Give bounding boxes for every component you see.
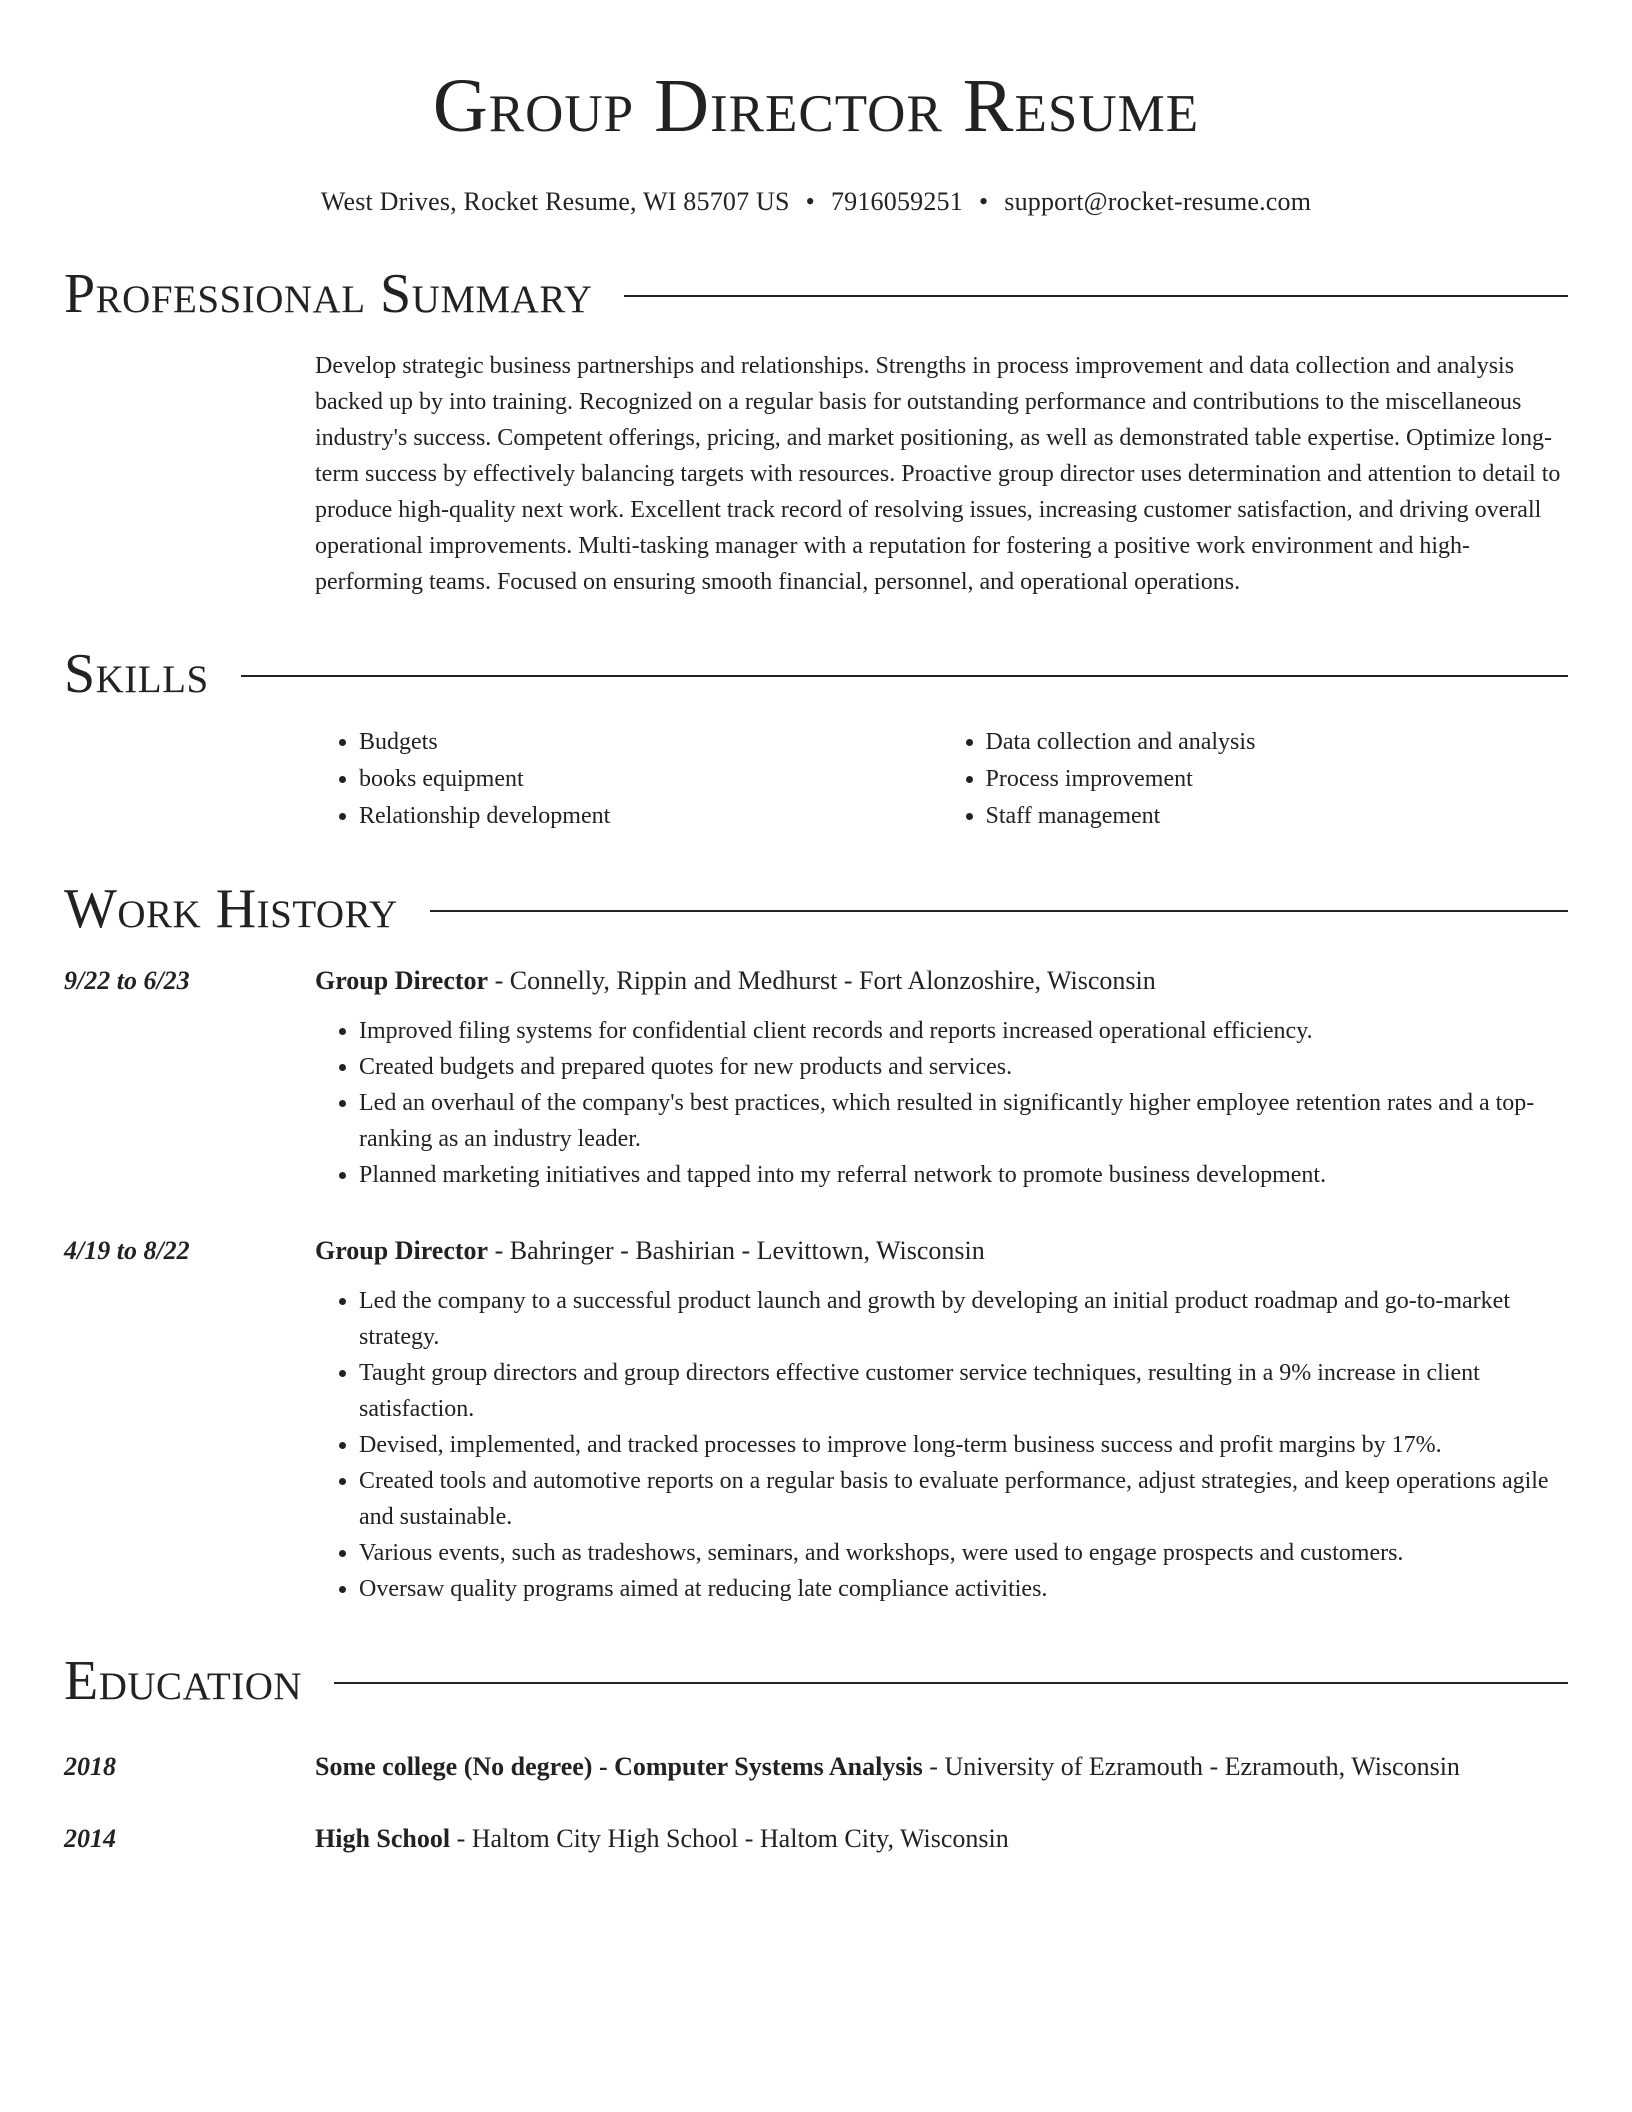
contact-separator: •: [978, 187, 989, 216]
section-divider: [241, 675, 1568, 677]
education-year: 2014: [64, 1824, 116, 1853]
education-degree: High School: [315, 1824, 451, 1853]
skills-column-right: [942, 724, 1569, 835]
summary-text: Develop strategic business partnerships and relationships. Strengths in process improvement and data collection and analysis backed up by into training. Recognized on a regular basis for outstanding performance and contributions to the miscellaneous industry's success. Competent offerings, pricing, and market positioning, as well as demonstrated table expertise. Optimize long-term success by effectively balancing targets with resources. Proactive group director uses determination and attention to detail to produce high-quality next work. Excellent track record of resolving issues, increasing customer satisfaction, and driving overall operational improvements. Multi-tasking manager with a reputation for fostering a positive work environment and high-performing teams. Focused on ensuring smooth financial, personnel, and operational operations.: [315, 353, 1561, 595]
job-entry: [64, 1233, 1568, 1607]
section-divider: [430, 910, 1568, 912]
skills-title: Skills: [64, 643, 209, 705]
education-title: Education: [64, 1650, 303, 1712]
summary-section: [64, 260, 1568, 600]
education-details: - Haltom City High School - Haltom City, Wisconsin: [450, 1824, 1009, 1853]
job-bullets: [315, 1283, 1568, 1607]
job-line: [315, 963, 1156, 999]
work-history-section: [64, 875, 1568, 1607]
section-divider: [334, 1682, 1568, 1684]
education-line: [315, 1749, 1460, 1785]
section-divider: [624, 295, 1568, 297]
education-entry: [64, 1749, 1568, 1785]
skill-item: • books equipment: [359, 761, 942, 798]
job-bullet: • Led the company to a successful product launch and growth by developing an initial product roadmap and go-to-market strategy.: [359, 1283, 1568, 1355]
job-bullet: • Planned marketing initiatives and tapped into my referral network to promote business development.: [359, 1157, 1568, 1193]
contact-phone: 7916059251: [830, 187, 963, 216]
job-details: - Bahringer - Bashirian - Levittown, Wisconsin: [488, 1236, 985, 1265]
education-details: - University of Ezramouth - Ezramouth, Wisconsin: [922, 1752, 1460, 1781]
resume-title: Group Director Resume: [432, 64, 1200, 148]
job-role: Group Director: [315, 966, 489, 995]
skill-item: • Relationship development: [359, 798, 942, 835]
job-bullet: • Created budgets and prepared quotes for new products and services.: [359, 1049, 1568, 1085]
section-heading: [64, 260, 1568, 328]
skill-item: • Data collection and analysis: [986, 724, 1569, 761]
skills-column-left: [315, 724, 942, 835]
contact-email: support@rocket-resume.com: [1004, 187, 1312, 216]
skills-list: [315, 724, 1568, 835]
job-dates: 9/22 to 6/23: [64, 966, 190, 995]
job-details: - Connelly, Rippin and Medhurst - Fort Alonzoshire, Wisconsin: [488, 966, 1156, 995]
education-section: [64, 1647, 1568, 1857]
skill-item: • Staff management: [986, 798, 1569, 835]
job-bullet: • Oversaw quality programs aimed at reducing late compliance activities.: [359, 1571, 1568, 1607]
job-bullets: [315, 1013, 1568, 1193]
education-degree: Some college (No degree) - Computer Systems Analysis: [315, 1752, 923, 1781]
contact-address: West Drives, Rocket Resume, WI 85707 US: [320, 187, 790, 216]
contact-separator: •: [805, 187, 815, 216]
education-line: [315, 1821, 1009, 1857]
education-year: 2018: [64, 1752, 116, 1781]
work-history-title: Work History: [64, 878, 398, 940]
job-entry: [64, 963, 1568, 1193]
skill-item: • Process improvement: [986, 761, 1569, 798]
job-header: [64, 1233, 1568, 1269]
job-header: [64, 963, 1568, 999]
job-bullet: • Improved filing systems for confidential client records and reports increased operational efficiency.: [359, 1013, 1568, 1049]
job-line: [315, 1233, 985, 1269]
education-entry: [64, 1821, 1568, 1857]
skill-item: • Budgets: [359, 724, 942, 761]
contact-line: [64, 184, 1568, 220]
job-role: Group Director: [315, 1236, 489, 1265]
section-heading: [64, 640, 1568, 708]
job-dates: 4/19 to 8/22: [64, 1236, 190, 1265]
section-heading: [64, 1647, 1568, 1715]
job-bullet: • Devised, implemented, and tracked processes to improve long-term business success and profit margins by 17%.: [359, 1427, 1568, 1463]
skills-section: [64, 640, 1568, 835]
section-heading: [64, 875, 1568, 943]
job-bullet: • Led an overhaul of the company's best practices, which resulted in significantly higher employee retention rates and a top-ranking as an industry leader.: [359, 1085, 1568, 1157]
job-bullet: • Various events, such as tradeshows, seminars, and workshops, were used to engage prospects and customers.: [359, 1535, 1568, 1571]
summary-title: Professional Summary: [64, 263, 593, 325]
job-bullet: • Created tools and automotive reports on a regular basis to evaluate performance, adjust strategies, and keep operations agile and sustainable.: [359, 1463, 1568, 1535]
job-bullet: • Taught group directors and group directors effective customer service techniques, resulting in a 9% increase in client satisfaction.: [359, 1355, 1568, 1427]
